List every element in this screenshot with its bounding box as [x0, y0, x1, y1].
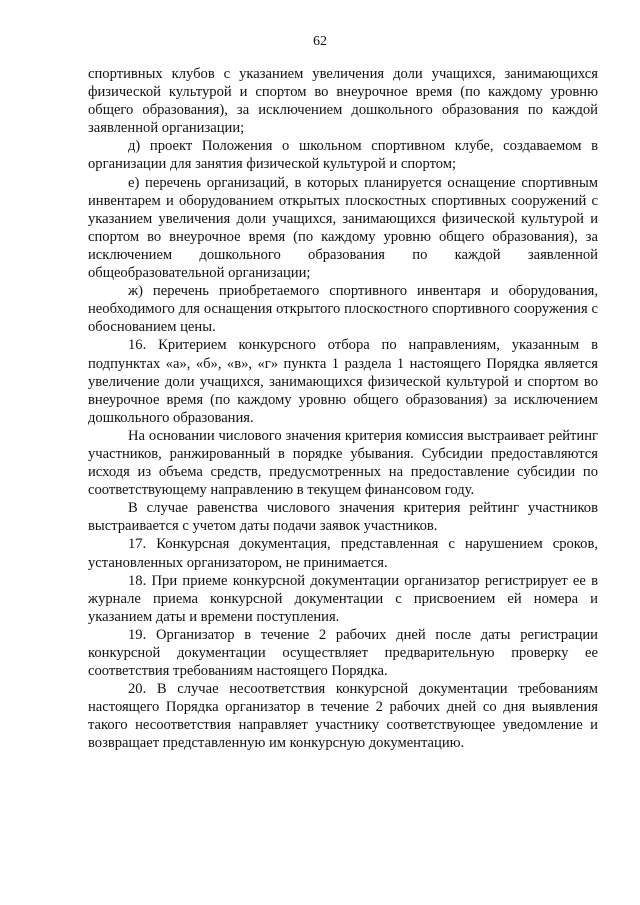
paragraph-sports-clubs-continuation: спортивных клубов с указанием увеличения доли учащихся, занимающихся физической культурой и спортом во внеурочное время (по каждому уровню общего образования), за исключением дошкольного образования по каждой заявленной организации; [88, 66, 598, 137]
paragraph-clause-20: 20. В случае несоответствия конкурсной документации требованиям настоящего Порядка организатор в течение 2 рабочих дней со дня выявления такого несоответствия направляет участнику соответствующее уведомление и возвращает представленную им конкурсную документацию. [88, 681, 598, 752]
paragraph-rating: На основании числового значения критерия комиссия выстраивает рейтинг участников, ранжированный в порядке убывания. Субсидии предоставляются исходя из объема средств, предусмотренных на предоставление субсидии по соответствующему направлению в текущем финансовом году. [88, 427, 598, 499]
page-number: 62 [313, 34, 327, 49]
paragraph-clause-16: 16. Критерием конкурсного отбора по направлениям, указанным в подпунктах «а», «б», «в», «г» пункта 1 раздела 1 настоящего Порядка является увеличение доли учащихся, занимающихся физической культурой и спортом во внеурочное время (по каждому уровню общего образования) за исключением дошкольного образования. [88, 337, 598, 426]
paragraph-item-d: д) проект Положения о школьном спортивном клубе, создаваемом в организации для занятия физической культурой и спортом; [88, 138, 598, 173]
document-body [88, 65, 598, 753]
paragraph-rating-tie: В случае равенства числового значения критерия рейтинг участников выстраивается с учетом даты подачи заявок участников. [88, 500, 598, 535]
paragraph-item-e: е) перечень организаций, в которых планируется оснащение спортивным инвентарем и оборудованием открытых плоскостных спортивных сооружений с указанием увеличения доли учащихся, занимающихся физической культурой и спортом во внеурочное время (по каждому уровню общего образования), за исключением дошкольного образования по каждой заявленной общеобразовательной организации; [88, 174, 598, 282]
paragraph-clause-19: 19. Организатор в течение 2 рабочих дней после даты регистрации конкурсной документации осуществляет предварительную проверку ее соответствия требованиям настоящего Порядка. [88, 626, 598, 680]
paragraph-clause-17: 17. Конкурсная документация, представленная с нарушением сроков, установленных организатором, не принимается. [88, 536, 598, 571]
paragraph-item-zh: ж) перечень приобретаемого спортивного инвентаря и оборудования, необходимого для оснащения открытого плоскостного спортивного сооружения с обоснованием цены. [88, 283, 598, 336]
paragraph-clause-18: 18. При приеме конкурсной документации организатор регистрирует ее в журнале приема конкурсной документации с присвоением ей номера и указанием даты и времени поступления. [88, 572, 598, 625]
